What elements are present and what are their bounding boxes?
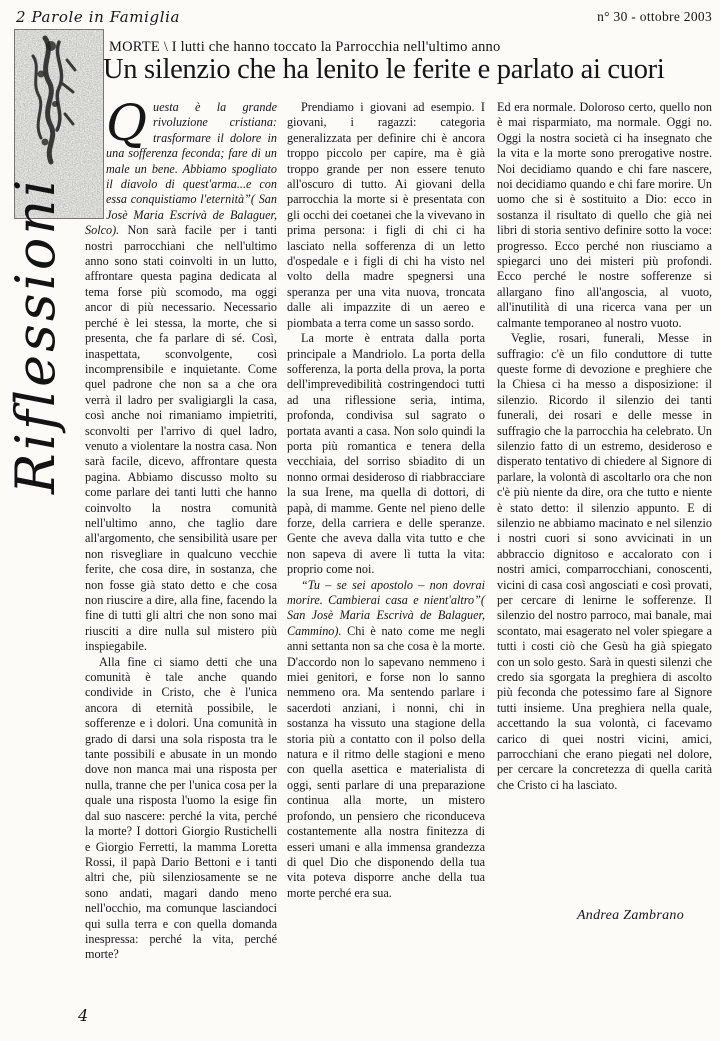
masthead-issue-date: n° 30 - ottobre 2003 [597,9,712,24]
quote-segment: “Tu – se sei apostolo – non dovrai morire. Cambierai casa e nient'altro”( San Josè Maria Escrivà de Balaguer, Cammino). [287,577,485,638]
article-byline: Andrea Zambrano [576,908,684,923]
text-segment: Ed era normale. Doloroso certo, quello non è mai risparmiato, ma normale. Oggi no. Oggi la nostra società ci ha insegnato che la vita e la morte sono prerogative nostre. Noi decidiamo quando e chi fare nascere, noi decidiamo quando e chi fare morire. Un uomo che si è sostituito a Dio: ecco in sostanza il risultato di quello che già nei libri di storia sentivo definire sotto la voce: progresso. Ecco perché non riusciamo a spiegarci uno dei misteri più profondi. Ecco perché le nostre sofferenze si allargano fino all'angoscia, al vuoto, all'inutilità di una ricerca vana per un calmante temporaneo al nostro vuoto. [497,100,712,330]
text-segment: Chi è nato come me negli anni settanta non sa che cosa è la morte. D'accordo non lo sapevano nemmeno i miei genitori, e forse non lo sanno nemmeno ora. Ma sentendo parlare i sacerdoti anziani, i nonni, chi in sostanza ha vissuto una stagione della storia più a contatto con il polso della natura e il ritmo delle stagioni e meno con quella asettica e materialista di oggi, senti parlare di una preparazione continua alla morte, un mistero profondo, un pensiero che riconduceva costantemente alla nostra finitezza di esseri umani e alla immensa grandezza di quel Dio che disponendo della tua vita poteva disporre anche della tua morte perché era sua. [287,623,485,900]
article-paragraph [287,331,485,578]
article-column-2 [287,100,485,901]
text-segment: Alla fine ci siamo detti che una comunità è tale anche quando condivide in Cristo, che è l'unica ancora di eternità possibile, le sofferenze e i dolori. Una comunità in grado di darsi una sola risposta tra le tante possibili e abusate in un mondo dove non manca mai una risposta per nulla, tranne che per l'unica cosa per la quale una risposta l'uomo la esige fin dal suo nascere: perché la vita, perché la morte? I dottori Giorgio Rustichelli e Giorgio Ferretti, la mamma Loretta Rossi, il papà Dario Bettoni e i tanti altri che, più silenziosamente se ne sono andati, magari dando meno nell'occhio, ma comunque lasciandoci qui sulla terra e con quella domanda inespressa: perché la vita, perché morte? [85,654,277,962]
masthead-title: 2 Parole in Famiglia [16,8,181,26]
dropcap-letter: Q [106,94,147,152]
text-segment: Veglie, rosari, funerali, Messe in suffragio: c'è un filo conduttore di tutte queste forme di devozione e preghiere che la Chiesa ci ha messo a disposizione: il silenzio. Ricordo il silenzio dei tanti funerali, dei rosari e delle messe in suffragio che la parrocchia ha celebrato. Un silenzio fatto di un estremo, desideroso e disperato tentativo di chiedere al Signore di parlare, la volontà di ascoltarlo ora che non c'è più niente da dire, ora che tutto e niente è stato detto: il silenzio appunto. E di silenzio ne abbiamo macinato e nel silenzio i nostri cuori si sono avvicinati in un abbraccio dignitoso e accalorato con i nostri amici, comparrocchiani, conoscenti, vicini di casa così angosciati e così provati, per cercare di lenirne le sofferenze. Il silenzio del nostro parroco, mai banale, mai scontato, mai esagerato nel voler spiegare a tutti i costi ciò che Gesù ha già spiegato con un solo gesto. Sarà in questi silenzi che credo sia sgorgata la preghiera di ascolto più feconda che potessimo fare al Signore tutti insieme. Una preghiera nella quale, accettando la sua volontà, ci facevamo carico di quei nostri vicini, amici, parrocchiani che erano piegati nel dolore, per cercare la concretezza di quella carità che Cristo ci ha lasciato. [497,331,712,792]
section-title-vertical: Riflessioni [4,176,67,494]
article-paragraph [85,94,277,655]
article-paragraph [85,655,277,963]
page-number: 4 [78,1006,89,1025]
article-headline: Un silenzio che ha lenito le ferite e parlato ai cuori [103,54,665,85]
photo-wrap-spacer [85,100,106,219]
article-kicker: MORTE \ I lutti che hanno toccato la Parrocchia nell'ultimo anno [109,39,501,55]
article-column-3 [497,100,712,793]
article-paragraph [287,578,485,902]
article-paragraph [497,100,712,331]
text-segment: Non sarà facile per i tanti nostri parrocchiani che nell'ultimo anno sono stati coinvolti in un lutto, affrontare questa pagina dedicata al tema forse più scomodo, ma oggi ancor di più necessario. Necessario perché è lei stessa, la morte, che si presenta, che fa parlare di sé. Così, inaspettata, sconvolgente, così incomprensibile e inquietante. Come quel padrone che non sa a che ora verrà il ladro per svaligiargli la casa, così anche noi rimaniamo impietriti, sconvolti per l'arrivo di quel ladro, venuto a violentare la nostra casa. Non sarà facile, dicevo, affrontare questa pagina. Abbiamo discusso molto su come parlare dei tanti lutti che hanno coinvolto la nostra comunità nell'ultimo anno, che taglio dare all'argomento, che sensibilità usare per non risvegliare in qualcuno vecchie ferite, che cosa dire, in sostanza, che non fosse già stato detto e che cosa non riuscire a dire, alla fine, facendo la fine di tutti gli altri che non sono mai riusciti a dire nulla sul mistero più inspiegabile. [85,223,277,654]
article-column-1 [85,94,277,963]
text-segment: La morte è entrata dalla porta principale a Mandriolo. La porta della sofferenza, la porta della prova, la porta dell'imprevedibilità costringendoci tutti ad una riflessione seria, intima, profonda, condivisa sul sagrato o portata avanti a casa. Non solo quindi la porta più romantica e tenera della vecchiaia, del sorriso sbiadito di un nonno ormai desideroso di riabbracciare la sua Irene, ma quella di dottori, di papà, di mamme. Gente nel pieno delle forze, della carriera e delle speranze. Gente che aveva dalla vita tutto e che non sapeva di avere lì tutta la vita: proprio come noi. [287,331,485,577]
text-segment: Prendiamo i giovani ad esempio. I giovani, i ragazzi: categoria generalizzata per definire chi è ancora troppo piccolo per capire, ma è già troppo grande per non essere tenuto all'oscuro di tutto. Ai giovani della parrocchia la morte si è presentata con gli occhi dei coetanei che la vivevano in prima persona: i figli di chi ci ha lasciato nella sofferenza di un letto d'ospedale e i figli di chi ha visto nel volto della madre spegnersi una speranza per una vita nuova, troncata dalle ali impazzite di un aereo e piombata a terra come un sasso sordo. [287,100,485,330]
quote-segment: uesta è la grande rivoluzione cristiana: trasformare il dolore in una sofferenza feconda; fare di un male un bene. Abbiamo spogliato il diavolo di quest'arma...e con essa conquistiamo l'eternità”( San Josè Maria Escrivà de Balaguer, Solco). [85,100,277,238]
article-paragraph [497,331,712,793]
article-paragraph [287,100,485,331]
